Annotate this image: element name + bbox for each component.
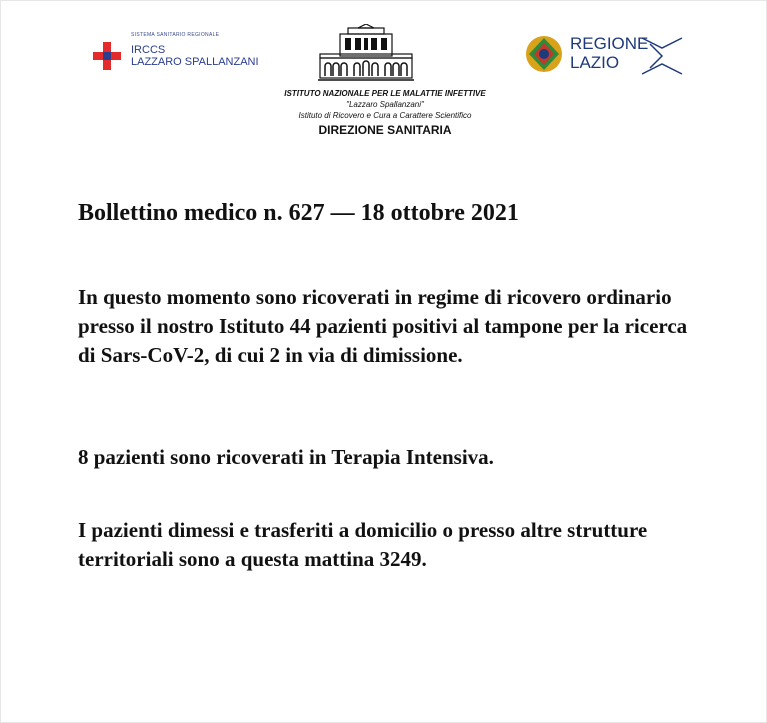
department-name: DIREZIONE SANITARIA bbox=[318, 123, 452, 137]
bulletin-paragraph-admissions: In questo momento sono ricoverati in regime di ricovero ordinario presso il nostro Istituto 44 pazienti positivi al tampone per la ricerca di Sars-CoV-2, di cui 2 in via di dimissione. bbox=[78, 285, 688, 367]
logo-irccs-text: IRCCS bbox=[131, 44, 166, 56]
chevron-mark-icon bbox=[640, 34, 684, 78]
lazio-text: LAZIO bbox=[570, 53, 620, 72]
regione-lazio-logo bbox=[524, 32, 684, 80]
red-cross-icon bbox=[93, 42, 121, 70]
letterhead bbox=[0, 0, 767, 150]
institute-text-block bbox=[230, 88, 540, 138]
regione-lazio-emblem-icon bbox=[524, 34, 564, 74]
regione-text: REGIONE bbox=[570, 34, 649, 53]
bulletin-paragraph-discharged: I pazienti dimessi e trasferiti a domicilio o presso altre strutture territoriali sono a questa mattina 3249. bbox=[78, 518, 648, 571]
bulletin-paragraph-intensive-care: 8 pazienti sono ricoverati in Terapia Intensiva. bbox=[78, 445, 494, 469]
institute-kind: Istituto di Ricovero e Cura a Carattere Scientifico bbox=[298, 111, 472, 120]
bulletin-title: Bollettino medico n. 627 — 18 ottobre 2021 bbox=[78, 200, 519, 226]
institute-building-icon bbox=[318, 24, 414, 84]
institute-quote-name: "Lazzaro Spallanzani" bbox=[346, 100, 424, 109]
logo-system-label: SISTEMA SANITARIO REGIONALE bbox=[131, 32, 220, 38]
institute-name: ISTITUTO NAZIONALE PER LE MALATTIE INFETTIVE bbox=[284, 89, 486, 98]
logo-spallanzani-text: LAZZARO SPALLANZANI bbox=[131, 56, 259, 68]
spallanzani-logo bbox=[93, 32, 293, 82]
